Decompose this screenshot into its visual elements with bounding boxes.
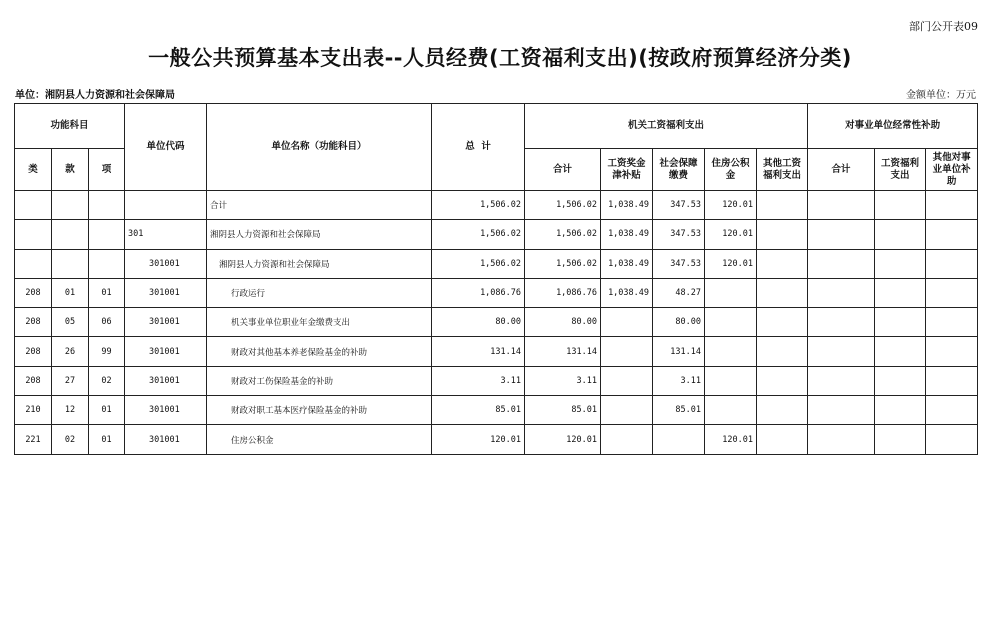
- cell-public-subtotal: [808, 366, 875, 395]
- cell-social-security: 347.53: [653, 249, 705, 278]
- header-agency-subtotal: 合计: [525, 149, 601, 191]
- cell-unit-name: 湘阴县人力资源和社会保障局: [207, 220, 432, 249]
- cell-agency-subtotal: 131.14: [525, 337, 601, 366]
- table-row: [15, 366, 978, 395]
- cell-unit-code: 301001: [125, 396, 207, 425]
- cell-total: 80.00: [432, 308, 525, 337]
- cell-lei: 208: [15, 366, 52, 395]
- cell-other-public: [926, 278, 978, 307]
- cell-unit-code: 301001: [125, 337, 207, 366]
- cell-kuan: [52, 220, 89, 249]
- cell-xiang: 99: [89, 337, 125, 366]
- table-row: [15, 308, 978, 337]
- cell-kuan: 02: [52, 425, 89, 454]
- cell-housing-fund: [705, 366, 757, 395]
- cell-xiang: 02: [89, 366, 125, 395]
- header-lei: 类: [15, 149, 52, 191]
- cell-lei: 210: [15, 396, 52, 425]
- cell-social-security: 3.11: [653, 366, 705, 395]
- cell-agency-subtotal: 1,506.02: [525, 220, 601, 249]
- header-xiang: 项: [89, 149, 125, 191]
- cell-other-public: [926, 249, 978, 278]
- cell-total: 85.01: [432, 396, 525, 425]
- cell-public-welfare: [875, 249, 926, 278]
- cell-total: 3.11: [432, 366, 525, 395]
- table-row: [15, 249, 978, 278]
- cell-housing-fund: 120.01: [705, 249, 757, 278]
- cell-xiang: [89, 191, 125, 220]
- cell-unit-name: 财政对其他基本养老保险基金的补助: [207, 337, 432, 366]
- cell-salary-allowance: [601, 308, 653, 337]
- cell-social-security: 80.00: [653, 308, 705, 337]
- cell-total: 120.01: [432, 425, 525, 454]
- cell-public-welfare: [875, 278, 926, 307]
- page-code: 部门公开表09: [909, 20, 978, 33]
- cell-xiang: 06: [89, 308, 125, 337]
- cell-xiang: 01: [89, 396, 125, 425]
- cell-housing-fund: 120.01: [705, 191, 757, 220]
- header-public-subtotal: 合计: [808, 149, 875, 191]
- header-other-welfare: 其他工资福利支出: [757, 149, 808, 191]
- cell-other-welfare: [757, 220, 808, 249]
- header-public-welfare: 工资福利支出: [875, 149, 926, 191]
- cell-other-welfare: [757, 396, 808, 425]
- cell-total: 1,086.76: [432, 278, 525, 307]
- header-other-public: 其他对事业单位补助: [926, 149, 978, 191]
- cell-xiang: [89, 220, 125, 249]
- cell-agency-subtotal: 85.01: [525, 396, 601, 425]
- cell-agency-subtotal: 80.00: [525, 308, 601, 337]
- cell-total: 1,506.02: [432, 249, 525, 278]
- cell-kuan: 12: [52, 396, 89, 425]
- cell-social-security: 85.01: [653, 396, 705, 425]
- header-public-group: 对事业单位经常性补助: [808, 104, 978, 149]
- table-row: [15, 396, 978, 425]
- cell-salary-allowance: 1,038.49: [601, 191, 653, 220]
- cell-other-welfare: [757, 366, 808, 395]
- cell-other-welfare: [757, 278, 808, 307]
- cell-public-subtotal: [808, 396, 875, 425]
- cell-unit-name: 财政对工伤保险基金的补助: [207, 366, 432, 395]
- cell-other-welfare: [757, 337, 808, 366]
- cell-public-welfare: [875, 308, 926, 337]
- cell-lei: [15, 249, 52, 278]
- table-body: [15, 191, 978, 455]
- cell-kuan: [52, 191, 89, 220]
- cell-lei: 208: [15, 308, 52, 337]
- cell-public-welfare: [875, 425, 926, 454]
- cell-housing-fund: [705, 396, 757, 425]
- cell-kuan: 01: [52, 278, 89, 307]
- cell-unit-code: 301: [125, 220, 207, 249]
- table-row: [15, 278, 978, 307]
- cell-housing-fund: [705, 308, 757, 337]
- header-housing-fund: 住房公积金: [705, 149, 757, 191]
- cell-public-welfare: [875, 220, 926, 249]
- cell-lei: 208: [15, 278, 52, 307]
- amount-unit-label: 金额单位：万元: [906, 90, 976, 101]
- budget-table: [14, 103, 978, 455]
- cell-salary-allowance: 1,038.49: [601, 220, 653, 249]
- cell-agency-subtotal: 1,506.02: [525, 191, 601, 220]
- cell-unit-code: 301001: [125, 278, 207, 307]
- cell-kuan: [52, 249, 89, 278]
- header-kuan: 款: [52, 149, 89, 191]
- cell-unit-code: 301001: [125, 425, 207, 454]
- cell-salary-allowance: [601, 337, 653, 366]
- header-total: 总 计: [432, 104, 525, 191]
- table-row: [15, 220, 978, 249]
- header-social-security: 社会保障缴费: [653, 149, 705, 191]
- cell-agency-subtotal: 1,506.02: [525, 249, 601, 278]
- cell-other-welfare: [757, 425, 808, 454]
- cell-xiang: [89, 249, 125, 278]
- cell-social-security: 347.53: [653, 220, 705, 249]
- cell-unit-name: 合计: [207, 191, 432, 220]
- cell-unit-name: 湘阴县人力资源和社会保障局: [207, 249, 432, 278]
- cell-public-welfare: [875, 366, 926, 395]
- cell-public-subtotal: [808, 249, 875, 278]
- cell-unit-code: 301001: [125, 249, 207, 278]
- cell-public-welfare: [875, 396, 926, 425]
- header-row-1: [15, 104, 978, 149]
- cell-other-public: [926, 396, 978, 425]
- cell-other-welfare: [757, 249, 808, 278]
- cell-kuan: 26: [52, 337, 89, 366]
- cell-other-public: [926, 220, 978, 249]
- cell-lei: 208: [15, 337, 52, 366]
- table-row: [15, 191, 978, 220]
- cell-public-subtotal: [808, 191, 875, 220]
- header-func-subject: 功能科目: [15, 104, 125, 149]
- cell-kuan: 05: [52, 308, 89, 337]
- cell-other-public: [926, 191, 978, 220]
- cell-total: 1,506.02: [432, 191, 525, 220]
- table-row: [15, 425, 978, 454]
- cell-agency-subtotal: 3.11: [525, 366, 601, 395]
- cell-public-subtotal: [808, 425, 875, 454]
- cell-housing-fund: [705, 337, 757, 366]
- cell-other-public: [926, 337, 978, 366]
- cell-salary-allowance: [601, 425, 653, 454]
- cell-kuan: 27: [52, 366, 89, 395]
- cell-unit-code: 301001: [125, 308, 207, 337]
- cell-unit-name: 住房公积金: [207, 425, 432, 454]
- cell-other-welfare: [757, 308, 808, 337]
- cell-public-subtotal: [808, 220, 875, 249]
- header-unit-name: 单位名称（功能科目）: [207, 104, 432, 191]
- cell-public-subtotal: [808, 337, 875, 366]
- table-row: [15, 337, 978, 366]
- cell-salary-allowance: 1,038.49: [601, 249, 653, 278]
- cell-public-subtotal: [808, 308, 875, 337]
- cell-total: 1,506.02: [432, 220, 525, 249]
- cell-unit-name: 机关事业单位职业年金缴费支出: [207, 308, 432, 337]
- cell-agency-subtotal: 120.01: [525, 425, 601, 454]
- page-title: 一般公共预算基本支出表--人员经费(工资福利支出)(按政府预算经济分类): [148, 46, 852, 70]
- cell-agency-subtotal: 1,086.76: [525, 278, 601, 307]
- cell-other-public: [926, 425, 978, 454]
- cell-other-welfare: [757, 191, 808, 220]
- cell-unit-name: 财政对职工基本医疗保险基金的补助: [207, 396, 432, 425]
- cell-xiang: 01: [89, 278, 125, 307]
- cell-social-security: 48.27: [653, 278, 705, 307]
- header-unit-code: 单位代码: [125, 104, 207, 191]
- cell-total: 131.14: [432, 337, 525, 366]
- cell-housing-fund: 120.01: [705, 425, 757, 454]
- header-agency-group: 机关工资福利支出: [525, 104, 808, 149]
- cell-lei: [15, 191, 52, 220]
- unit-label: 单位：湘阴县人力资源和社会保障局: [15, 90, 175, 101]
- cell-social-security: 131.14: [653, 337, 705, 366]
- cell-salary-allowance: [601, 366, 653, 395]
- cell-unit-code: 301001: [125, 366, 207, 395]
- cell-public-welfare: [875, 191, 926, 220]
- cell-housing-fund: [705, 278, 757, 307]
- cell-unit-code: [125, 191, 207, 220]
- cell-lei: 221: [15, 425, 52, 454]
- cell-unit-name: 行政运行: [207, 278, 432, 307]
- cell-social-security: 347.53: [653, 191, 705, 220]
- cell-other-public: [926, 366, 978, 395]
- cell-salary-allowance: [601, 396, 653, 425]
- cell-salary-allowance: 1,038.49: [601, 278, 653, 307]
- cell-other-public: [926, 308, 978, 337]
- cell-public-welfare: [875, 337, 926, 366]
- cell-xiang: 01: [89, 425, 125, 454]
- header-salary-allowance: 工资奖金津补贴: [601, 149, 653, 191]
- cell-social-security: [653, 425, 705, 454]
- cell-lei: [15, 220, 52, 249]
- cell-housing-fund: 120.01: [705, 220, 757, 249]
- cell-public-subtotal: [808, 278, 875, 307]
